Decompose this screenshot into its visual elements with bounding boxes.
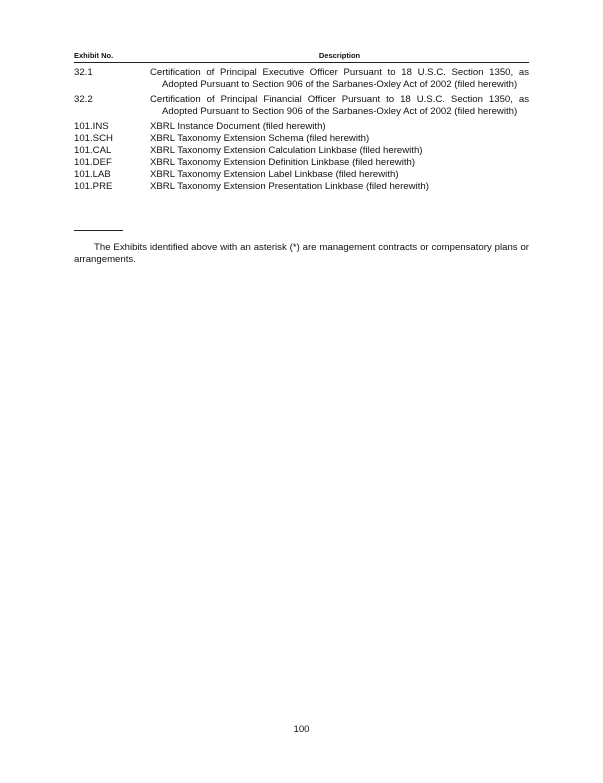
exhibit-description: XBRL Instance Document (filed herewith)	[150, 121, 326, 132]
table-row	[74, 133, 529, 145]
exhibit-description: XBRL Taxonomy Extension Definition Linkbase (filed herewith)	[150, 157, 416, 168]
table-row	[74, 94, 529, 118]
exhibit-description: Certification of Principal Executive Officer Pursuant to 18 U.S.C. Section 1350, as Adopted Pursuant to Section 906 of the Sarbanes-Oxley Act of 2002 (filed herewith)	[150, 67, 529, 90]
exhibit-description: Certification of Principal Financial Officer Pursuant to 18 U.S.C. Section 1350, as Adopted Pursuant to Section 906 of the Sarbanes-Oxley Act of 2002 (filed herewith)	[150, 94, 529, 117]
table-body	[74, 67, 529, 193]
exhibit-number: 101.SCH	[74, 133, 113, 144]
page-number: 100	[293, 724, 310, 735]
table-row	[74, 169, 529, 181]
exhibit-number: 101.DEF	[74, 157, 112, 168]
table-row	[74, 157, 529, 169]
exhibit-number: 32.1	[74, 67, 93, 78]
table-row	[74, 121, 529, 133]
exhibit-description: XBRL Taxonomy Extension Schema (filed herewith)	[150, 133, 370, 144]
exhibit-number: 32.2	[74, 94, 93, 105]
header-description: Description	[318, 51, 361, 60]
footnote-text: The Exhibits identified above with an asterisk (*) are management contracts or compensatory plans or arrangements.	[74, 242, 529, 265]
exhibit-number: 101.INS	[74, 121, 109, 132]
table-row	[74, 67, 529, 91]
table-row	[74, 145, 529, 157]
exhibit-description: XBRL Taxonomy Extension Label Linkbase (filed herewith)	[150, 169, 399, 180]
exhibit-table	[74, 51, 529, 193]
exhibit-number: 101.PRE	[74, 181, 113, 192]
table-header	[74, 51, 529, 63]
exhibit-description: XBRL Taxonomy Extension Presentation Linkbase (filed herewith)	[150, 181, 429, 192]
exhibit-number: 101.LAB	[74, 169, 111, 180]
footnote-divider	[74, 230, 123, 231]
table-row	[74, 181, 529, 193]
exhibit-number: 101.CAL	[74, 145, 112, 156]
header-exhibit-number: Exhibit No.	[74, 51, 114, 60]
exhibit-description: XBRL Taxonomy Extension Calculation Linkbase (filed herewith)	[150, 145, 423, 156]
